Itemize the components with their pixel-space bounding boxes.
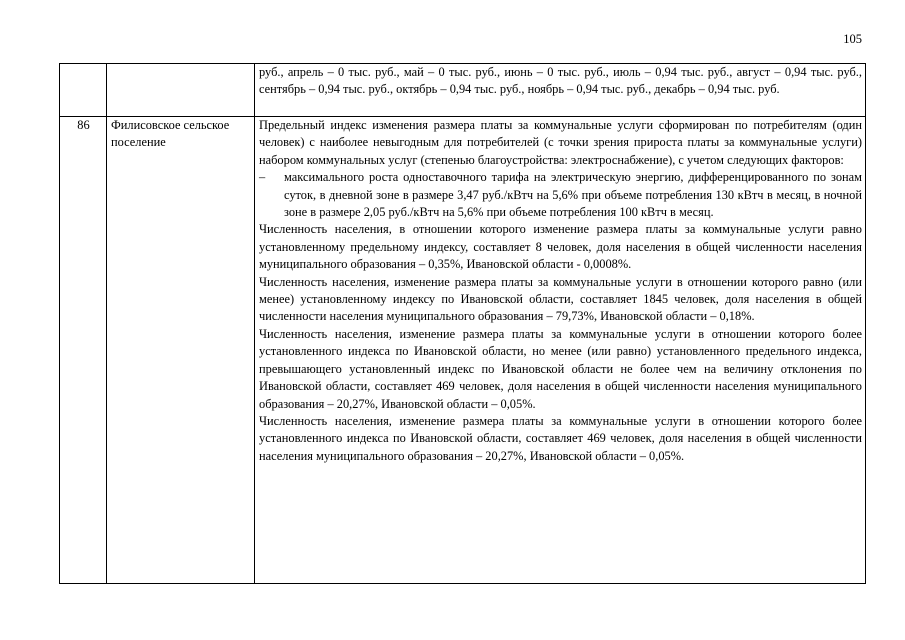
population-paragraph-1: Численность населения, в отношении которого изменение размера платы за коммунальные услуги равно установленному предельному индексу, составляет 8 человек, доля населения в общей численности населения муниципального образования – 0,35%, Ивановской области - 0,0008%. <box>259 222 862 272</box>
row-number-cell: 86 <box>60 117 107 584</box>
municipality-name-cell <box>107 64 255 117</box>
intro-paragraph: Предельный индекс изменения размера платы за коммунальные услуги сформирован по потребителям (один человек) с наиболее невыгодным для потребителей (с точки зрения прироста платы за коммунальные услуги) набором коммунальных услуг (степенью благоустройства: электроснабжение), с учетом следующих факторов: <box>259 118 862 167</box>
table-row-86 <box>60 117 866 584</box>
continuation-text: руб., апрель – 0 тыс. руб., май – 0 тыс. руб., июнь – 0 тыс. руб., июль – 0,94 тыс. руб., август – 0,94 тыс. руб., сентябрь – 0,94 тыс. руб., октябрь – 0,94 тыс. руб., ноябрь – 0,94 тыс. руб., декабрь – 0,94 тыс. руб. <box>259 65 862 97</box>
description-cell <box>255 64 866 117</box>
bullet-dash: – <box>259 170 266 185</box>
population-paragraph-4: Численность населения, изменение размера платы за коммунальные услуги в отношении которого более установленного индекса по Ивановской области, составляет 469 человек, доля населения в общей численности населения муниципального образования – 20,27%, Ивановской области – 0,05%. <box>259 413 862 463</box>
page-number: 105 <box>843 32 862 46</box>
factor-text: максимального роста одноставочного тарифа на электрическую энергию, дифференцированного по зонам суток, в дневной зоне в размере 3,47 руб./кВтч на 5,6% при объеме потребления 130 кВтч в месяц, в ночной зоне в размере 2,05 руб./кВтч на 5,6% при объеме потребления 100 кВтч в месяц. <box>284 170 862 220</box>
factor-list-item <box>259 169 862 221</box>
municipality-name-cell: Филисовское сельское поселение <box>107 117 255 584</box>
table-row-continuation <box>60 64 866 117</box>
population-paragraph-2: Численность населения, изменение размера платы за коммунальные услуги в отношении которого равно (или менее) установленному индексу по Ивановской области, составляет 1845 человек, доля населения в общей численности населения муниципального образования – 79,73%, Ивановской области – 0,18%. <box>259 274 862 324</box>
municipality-table <box>59 63 866 584</box>
row-number-cell <box>60 64 107 117</box>
description-cell <box>255 117 866 584</box>
population-paragraph-3: Численность населения, изменение размера платы за коммунальные услуги в отношении которого более установленного индекса по Ивановской области, но менее (или равно) установленного предельного индекса, превышающего установленный индекс по Ивановской области не более чем на величину отклонения по Ивановской области, составляет 469 человек, доля населения в общей численности населения муниципального образования – 20,27%, Ивановской области – 0,05%. <box>259 326 862 411</box>
